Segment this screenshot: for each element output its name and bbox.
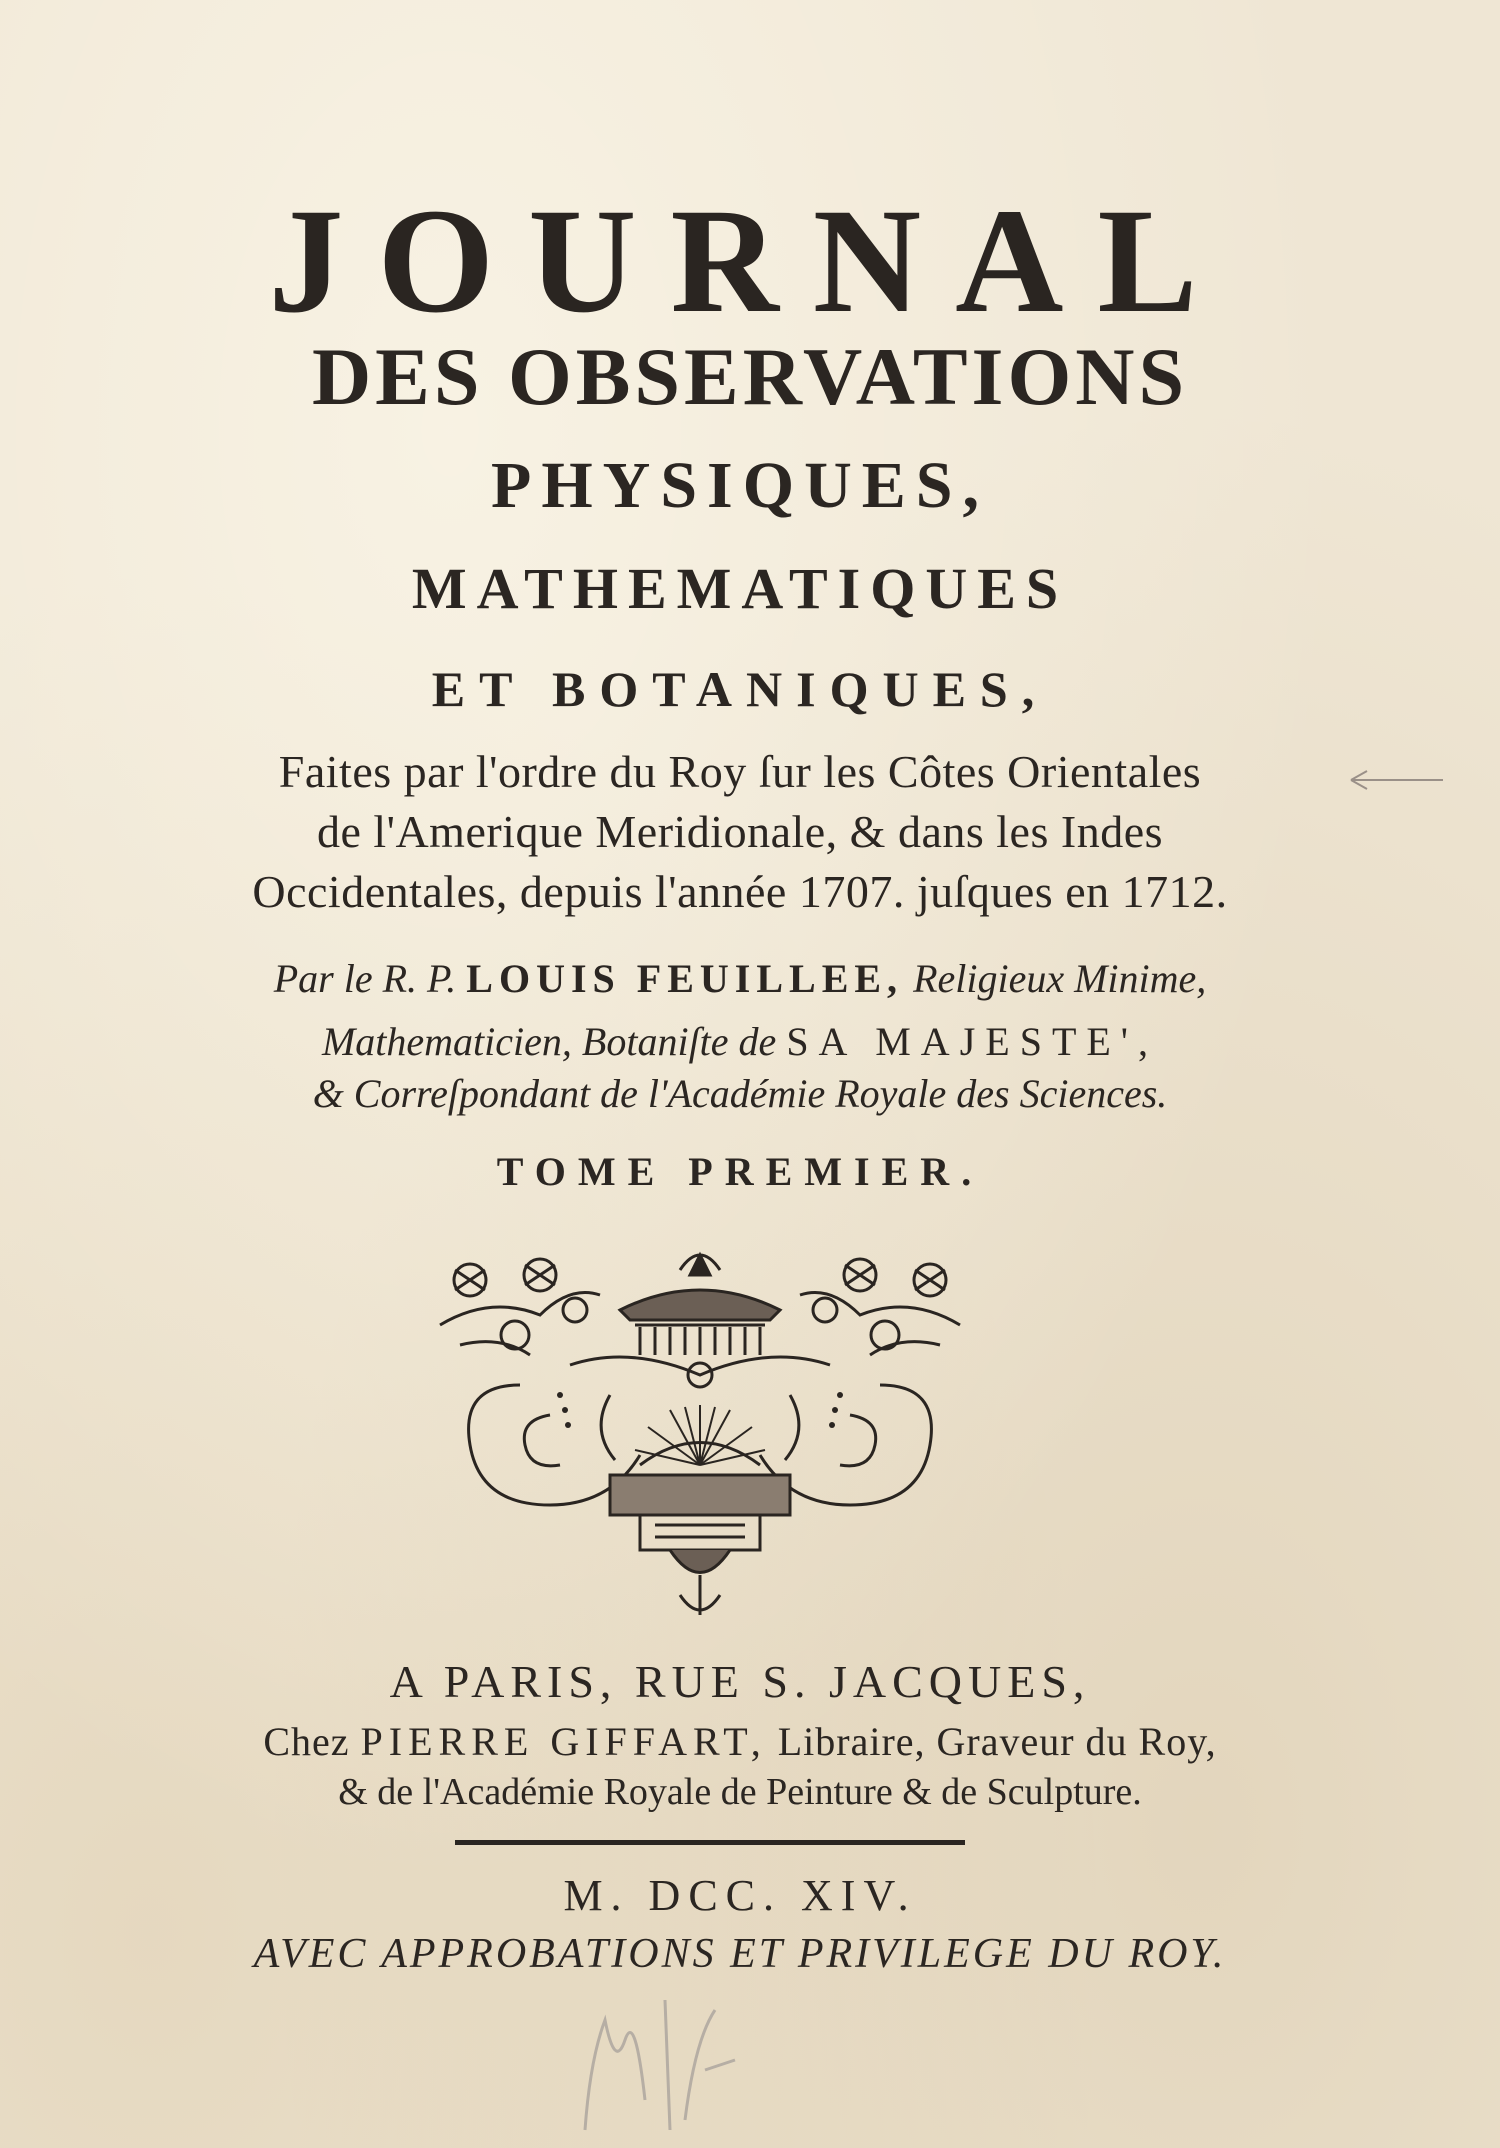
title-mathematiques: MATHEMATIQUES bbox=[411, 556, 1069, 621]
imprint-printer-line bbox=[0, 1718, 1490, 1765]
author-line-3: & Correſpondant de l'Académie Royale des Sciences. bbox=[312, 1071, 1168, 1116]
subtitle-line-2: de l'Amerique Meridionale, & dans les Indes bbox=[316, 806, 1164, 857]
imprint-academy: & de l'Académie Royale de Peinture & de Sculpture. bbox=[338, 1771, 1142, 1813]
subtitle-line-3: Occidentales, depuis l'année 1707. juſques en 1712. bbox=[252, 866, 1228, 917]
publication-year: M. DCC. XIV. bbox=[563, 1871, 917, 1920]
title-journal: JOURNAL bbox=[268, 178, 1232, 344]
imprint-printer-role: Libraire, Graveur du Roy, bbox=[777, 1719, 1217, 1764]
author-majesty: SA MAJESTE', bbox=[786, 1019, 1159, 1064]
handwritten-mark-icon bbox=[575, 1980, 745, 2140]
author-name: LOUIS FEUILLEE, bbox=[466, 956, 904, 1001]
tome-premier: TOME PREMIER. bbox=[496, 1149, 984, 1194]
imprint-printer-name: PIERRE GIFFART, bbox=[360, 1719, 767, 1764]
author-line-1 bbox=[0, 955, 1490, 1002]
author-role-2: Mathematicien, Botaniſte de bbox=[321, 1019, 777, 1064]
subtitle-line-1: Faites par l'ordre du Roy ſur les Côtes Orientales bbox=[278, 746, 1202, 797]
imprint-city: A PARIS, RUE S. JACQUES, bbox=[389, 1656, 1091, 1707]
author-prefix: Par le R. P. bbox=[273, 956, 457, 1001]
approbation-line: AVEC APPROBATIONS ET PRIVILEGE DU ROY. bbox=[253, 1931, 1227, 1977]
author-role-1: Religieux Minime, bbox=[913, 956, 1207, 1001]
title-botaniques: ET BOTANIQUES, bbox=[431, 661, 1049, 717]
title-des-observations: DES OBSERVATIONS bbox=[311, 331, 1189, 422]
imprint-chez: Chez bbox=[263, 1719, 350, 1764]
title-physiques: PHYSIQUES, bbox=[491, 449, 989, 522]
divider-rule bbox=[455, 1840, 965, 1845]
author-line-2 bbox=[0, 1018, 1490, 1065]
pencil-arrow-icon bbox=[1345, 768, 1445, 792]
printers-ornament-icon bbox=[400, 1215, 1000, 1630]
